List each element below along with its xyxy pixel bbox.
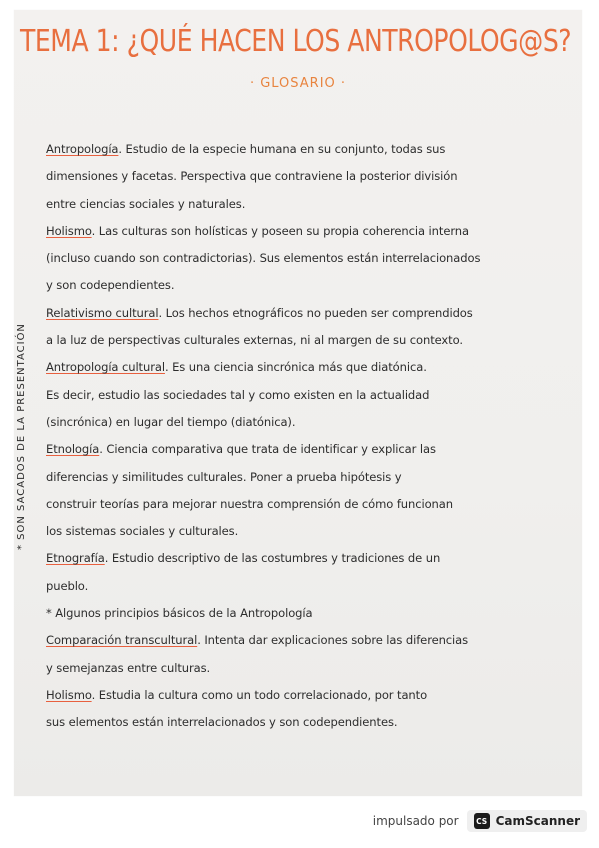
notes-body [46, 136, 576, 737]
note-text: pueblo. [46, 578, 89, 593]
note-line [46, 709, 574, 736]
note-text: Es decir, estudio las sociedades tal y como existen en la actualidad [46, 387, 430, 402]
note-text: . Ciencia comparativa que trata de identificar y explicar las [99, 442, 436, 457]
side-note: * SON SACADOS DE LA PRESENTACIÓN [16, 323, 27, 550]
note-text: los sistemas sociales y culturales. [46, 524, 239, 539]
note-line [46, 218, 574, 245]
note-line [46, 409, 574, 436]
note-text: sus elementos están interrelacionados y son codependientes. [46, 715, 398, 730]
camscanner-footer [373, 810, 587, 832]
note-line [46, 655, 574, 682]
glossary-subtitle: · GLOSARIO · [249, 76, 347, 91]
camscanner-badge[interactable] [467, 810, 587, 832]
note-line [46, 573, 574, 600]
glossary-term: Etnografía [46, 551, 105, 566]
note-line [46, 163, 574, 190]
note-text: . Intenta dar explicaciones sobre las diferencias [197, 633, 469, 648]
note-line [46, 327, 574, 354]
note-line [46, 518, 574, 545]
glossary-term: Holismo [46, 687, 92, 702]
note-text: (sincrónica) en lugar del tiempo (diatónica). [46, 414, 296, 429]
note-line [46, 464, 574, 491]
glossary-term: Etnología [46, 442, 100, 457]
note-text: diferencias y similitudes culturales. Poner a prueba hipótesis y [46, 469, 402, 484]
note-line [46, 600, 574, 627]
note-line [46, 382, 574, 409]
note-line [46, 272, 574, 299]
note-line [46, 436, 574, 463]
camscanner-brand: CamScanner [495, 814, 580, 828]
page-title: TEMA 1: ¿QUÉ HACEN LOS ANTROPOLOG@S? [20, 24, 572, 59]
note-line [46, 682, 574, 709]
note-line [46, 354, 574, 381]
note-text: entre ciencias sociales y naturales. [46, 196, 246, 211]
note-text: y semejanzas entre culturas. [46, 660, 211, 675]
note-text: * Algunos principios básicos de la Antropología [46, 606, 313, 621]
note-text: . Es una ciencia sincrónica más que diatónica. [164, 360, 427, 375]
note-line [46, 545, 574, 572]
scanned-page [14, 10, 582, 796]
note-line [46, 300, 574, 327]
powered-by-label: impulsado por [372, 814, 459, 828]
note-text: construir teorías para mejorar nuestra comprensión de cómo funcionan [46, 496, 453, 511]
note-text: a la luz de perspectivas culturales externas, ni al margen de su contexto. [46, 333, 463, 348]
note-line [46, 245, 574, 272]
note-text: . Estudia la cultura como un todo correlacionado, por tanto [91, 687, 428, 702]
glossary-term: Antropología cultural [46, 360, 165, 375]
camscanner-logo-icon: CS [474, 813, 490, 829]
glossary-term: Relativismo cultural [46, 305, 159, 320]
note-line [46, 491, 574, 518]
glossary-term: Comparación transcultural [46, 633, 198, 648]
note-text: y son codependientes. [46, 278, 175, 293]
note-line [46, 627, 574, 654]
note-text: . Estudio descriptivo de las costumbres y tradiciones de un [104, 551, 441, 566]
glossary-term: Holismo [46, 223, 92, 238]
glossary-term: Antropología [46, 142, 119, 156]
note-text: . Los hechos etnográficos no pueden ser comprendidos [158, 305, 473, 320]
note-text: . Estudio de la especie humana en su conjunto, todas sus [118, 142, 446, 156]
note-text: . Las culturas son holísticas y poseen su propia coherencia interna [91, 223, 469, 238]
note-line [46, 191, 574, 218]
note-line [46, 136, 574, 163]
note-text: (incluso cuando son contradictorias). Sus elementos están interrelacionados [46, 251, 481, 266]
note-text: dimensiones y facetas. Perspectiva que contraviene la posterior división [46, 169, 458, 184]
